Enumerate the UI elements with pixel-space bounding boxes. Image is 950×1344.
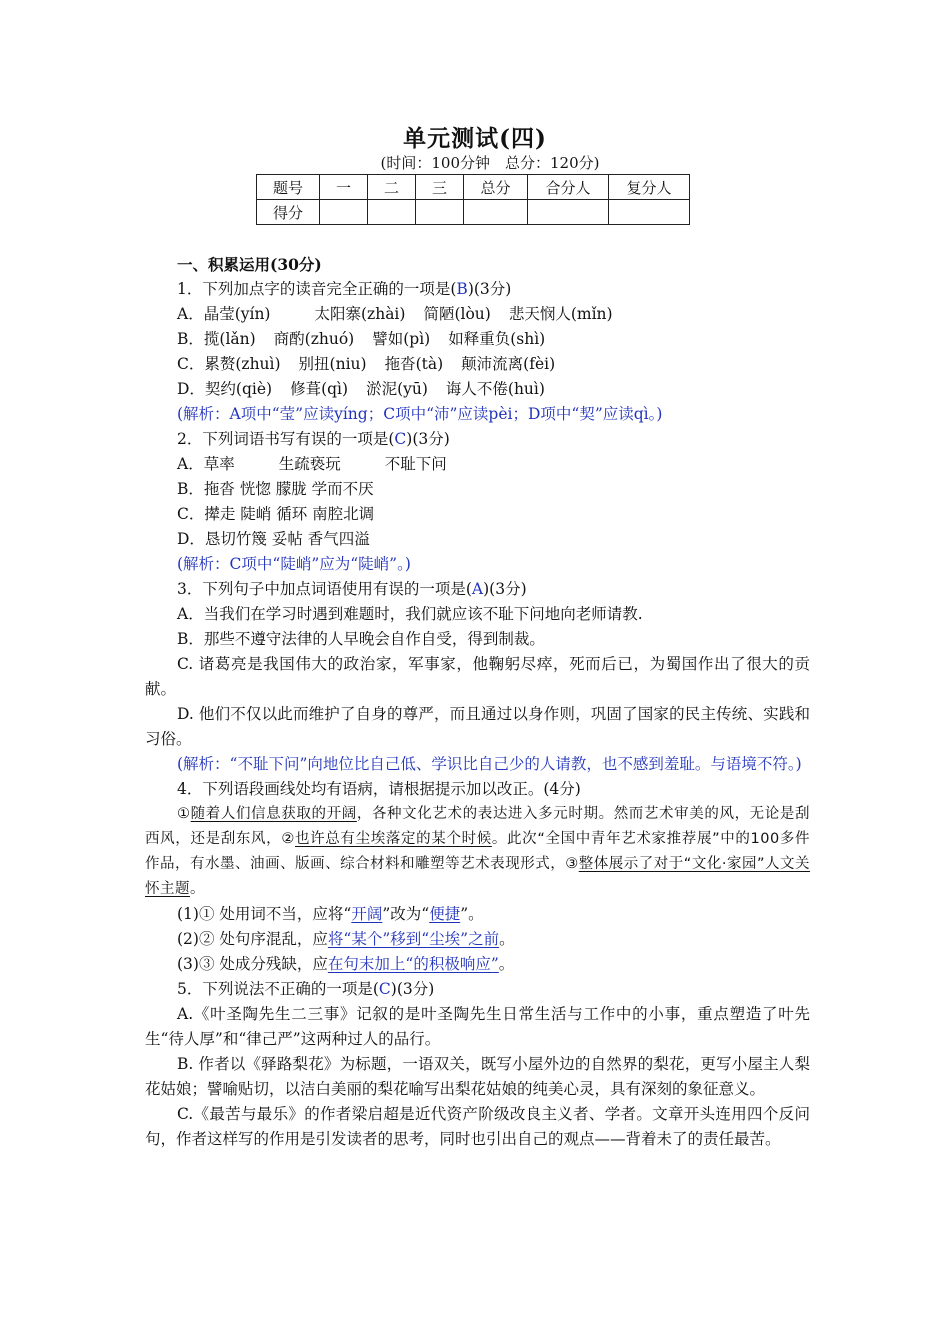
question-1-option-d bbox=[145, 377, 810, 402]
answer-text: ”改为“ bbox=[382, 905, 430, 923]
question-4-passage bbox=[145, 802, 810, 902]
question-4-stem: 4．下列语段画线处均有语病，请根据提示加以改正。(4分) bbox=[177, 780, 581, 798]
exam-content bbox=[145, 252, 810, 1152]
underlined-phrase-3: 整体展示了对于“文化·家园”人文关怀主题 bbox=[145, 856, 811, 897]
option-word: 颠沛流离(fèi) bbox=[461, 355, 556, 373]
option-word: 别扭(niu) bbox=[298, 355, 367, 373]
option-word: A．草率 bbox=[177, 455, 235, 473]
stem-text: 3．下列句子中加点词语使用有误的一项是( bbox=[177, 580, 472, 598]
passage-text: 。此次“全国中青年艺术家推荐展”中的100多件作品，有水墨、油画、版画、综合材料和雕塑等艺术表现形式， bbox=[145, 831, 811, 872]
answer-fill: 将“某个”移到“尘埃”之前 bbox=[327, 930, 500, 948]
section-heading: 一、积累运用(30分) bbox=[177, 255, 322, 274]
option-word: 太阳寨(zhài) bbox=[314, 305, 406, 323]
answer-text: 。 bbox=[498, 955, 515, 973]
question-2-option-a bbox=[145, 452, 810, 477]
score-cell bbox=[528, 200, 609, 225]
page-title: 单元测试(四) bbox=[403, 125, 547, 152]
score-cell bbox=[368, 200, 416, 225]
option-word: 拖沓(tà) bbox=[384, 355, 444, 373]
score-table-score-row bbox=[257, 200, 690, 225]
question-2-analysis: (解析：C项中“陡峭”应为“陡峭”。) bbox=[177, 555, 411, 573]
score-cell bbox=[609, 200, 690, 225]
marker-3: ③ bbox=[565, 856, 579, 872]
exam-subtitle: (时间：100分钟 总分：120分) bbox=[380, 154, 600, 172]
score-header-cell: 三 bbox=[416, 175, 464, 200]
answer-fill: 在句末加上“的积极响应” bbox=[327, 955, 499, 973]
option-word: 不耻下问 bbox=[384, 455, 447, 473]
score-header-cell: 题号 bbox=[257, 175, 320, 200]
underlined-phrase-1: 随着人们信息获取的开阔 bbox=[190, 806, 357, 822]
marker-1: ① bbox=[177, 806, 191, 822]
answer-letter: C bbox=[378, 980, 391, 998]
question-4-answer-3 bbox=[145, 952, 810, 977]
question-3-option-d: D. 他们不仅以此而维护了自身的尊严，而且通过以身作则，巩固了国家的民主传统、实践和习俗。 bbox=[145, 705, 810, 748]
option-word: 商酌(zhuó) bbox=[273, 330, 355, 348]
question-2-stem bbox=[145, 427, 810, 452]
stem-text: )(3分) bbox=[406, 430, 450, 448]
question-3-stem bbox=[145, 577, 810, 602]
option-word: 简陋(lòu) bbox=[423, 305, 491, 323]
answer-text: ”。 bbox=[460, 905, 484, 923]
answer-letter: C bbox=[394, 430, 407, 448]
question-5-option-a: A.《叶圣陶先生二三事》记叙的是叶圣陶先生日常生活与工作中的小事，重点塑造了叶先生“待人厚”和“律己严”这两种过人的品行。 bbox=[145, 1005, 810, 1048]
stem-text: 1．下列加点字的读音完全正确的一项是( bbox=[177, 280, 457, 298]
question-1-option-c bbox=[145, 352, 810, 377]
question-5-stem bbox=[145, 977, 810, 1002]
score-row-label: 得分 bbox=[257, 200, 320, 225]
question-2-option-d: D．恳切竹篾 妥帖 香气四溢 bbox=[177, 530, 370, 548]
option-word: 诲人不倦(huì) bbox=[445, 380, 545, 398]
score-header-cell: 一 bbox=[320, 175, 368, 200]
option-word: 淤泥(yū) bbox=[366, 380, 428, 398]
answer-text: 。 bbox=[499, 930, 515, 948]
score-table-header-row bbox=[257, 175, 690, 200]
stem-text: )(3分) bbox=[483, 580, 527, 598]
score-cell bbox=[416, 200, 464, 225]
question-1-analysis: (解析：A项中“莹”应读yíng；C项中“沛”应读pèi；D项中“契”应读qì。) bbox=[177, 405, 663, 423]
answer-fill: 便捷 bbox=[429, 905, 461, 923]
question-1-stem bbox=[145, 277, 810, 302]
stem-text: )(3分) bbox=[390, 980, 435, 998]
answer-letter: B bbox=[456, 280, 468, 298]
question-5-option-c: C.《最苦与最乐》的作者梁启超是近代资产阶级改良主义者、学者。文章开头连用四个反问句，作者这样写的作用是引发读者的思考，同时也引出自己的观点——背着未了的责任最苦。 bbox=[145, 1105, 810, 1148]
option-word: D．契约(qiè) bbox=[177, 380, 273, 398]
question-1-option-a bbox=[145, 302, 810, 327]
option-word: C．累赘(zhuì) bbox=[177, 355, 281, 373]
option-word: 如释重负(shì) bbox=[448, 330, 546, 348]
answer-fill: 开阔 bbox=[351, 905, 383, 923]
passage-text: ，各种文化艺术的表达进入多元时期。然而艺术审美的风，无论是刮西风，还是刮东风， bbox=[145, 806, 811, 847]
answer-text: (3)③ 处成分残缺，应 bbox=[177, 955, 328, 973]
option-word: A．晶莹(yín) bbox=[177, 305, 271, 323]
score-header-cell: 二 bbox=[368, 175, 416, 200]
score-cell bbox=[320, 200, 368, 225]
score-header-cell: 总分 bbox=[464, 175, 528, 200]
question-3-analysis: (解析：“不耻下问”向地位比自己低、学识比自己少的人请教，也不感到羞耻。与语境不符。) bbox=[177, 755, 802, 773]
question-5-option-b: B. 作者以《驿路梨花》为标题，一语双关，既写小屋外边的自然界的梨花，更写小屋主人梨花姑娘；譬喻贴切，以洁白美丽的梨花喻写出梨花姑娘的纯美心灵，具有深刻的象征意义。 bbox=[145, 1055, 810, 1098]
question-4-answer-2 bbox=[145, 927, 810, 952]
answer-letter: A bbox=[471, 580, 484, 598]
score-cell bbox=[464, 200, 528, 225]
question-2-option-b: B．拖沓 恍惚 朦胧 学而不厌 bbox=[177, 480, 374, 498]
score-header-cell: 合分人 bbox=[528, 175, 609, 200]
option-word: 譬如(pì) bbox=[372, 330, 431, 348]
underlined-phrase-2: 也许总有尘埃落定的某个时候 bbox=[294, 831, 492, 847]
stem-text: )(3分) bbox=[467, 280, 512, 298]
answer-text: (1)① 处用词不当，应将“ bbox=[177, 905, 352, 923]
question-1-option-b bbox=[145, 327, 810, 352]
option-word: 生疏亵玩 bbox=[278, 455, 341, 473]
option-word: B．揽(lǎn) bbox=[177, 330, 256, 348]
question-2-option-c: C．撵走 陡峭 循环 南腔北调 bbox=[177, 505, 375, 523]
score-header-cell: 复分人 bbox=[609, 175, 690, 200]
option-word: 修葺(qì) bbox=[290, 380, 349, 398]
answer-text: (2)② 处句序混乱，应 bbox=[177, 930, 328, 948]
marker-2: ② bbox=[281, 831, 295, 847]
question-3-option-a: A．当我们在学习时遇到难题时，我们就应该不耻下问地向老师请教. bbox=[177, 605, 643, 623]
stem-text: 2．下列词语书写有误的一项是( bbox=[177, 430, 395, 448]
question-4-answer-1 bbox=[145, 902, 810, 927]
option-word: 悲天悯人(mǐn) bbox=[508, 305, 613, 323]
question-3-option-c: C. 诸葛亮是我国伟大的政治家，军事家，他鞠躬尽瘁，死而后已，为蜀国作出了很大的贡献。 bbox=[145, 655, 810, 698]
question-3-option-b: B．那些不遵守法律的人早晚会自作自受，得到制裁。 bbox=[177, 630, 545, 648]
passage-text: 。 bbox=[190, 881, 205, 897]
score-table bbox=[256, 174, 690, 225]
stem-text: 5．下列说法不正确的一项是( bbox=[177, 980, 379, 998]
